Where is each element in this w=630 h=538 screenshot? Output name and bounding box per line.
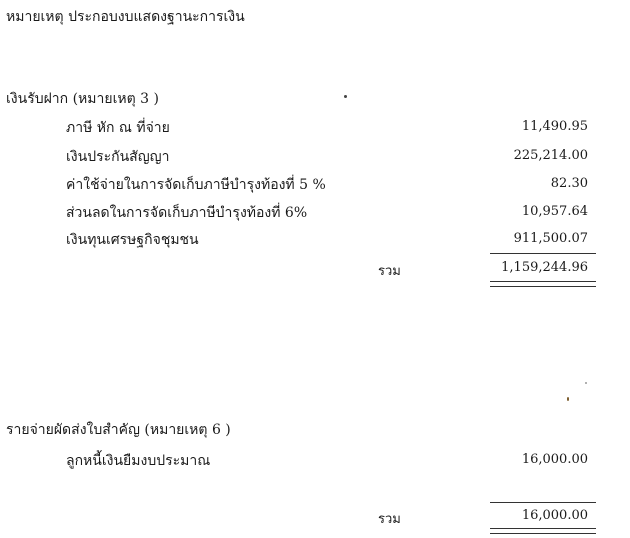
scan-speck bbox=[344, 95, 347, 98]
total-row bbox=[0, 508, 630, 530]
section-title-advances: รายจ่ายผัดส่งใบสำคัญ (หมายเหตุ 6 ) bbox=[6, 422, 231, 438]
row-amount: 11,490.95 bbox=[521, 119, 588, 134]
total-row bbox=[0, 260, 630, 282]
total-double-rule bbox=[490, 281, 596, 287]
subtotal-rule bbox=[490, 253, 596, 254]
total-label: รวม bbox=[378, 512, 401, 527]
table-row bbox=[0, 146, 630, 168]
row-label: ลูกหนี้เงินยืมงบประมาณ bbox=[66, 453, 211, 469]
row-label: เงินทุนเศรษฐกิจชุมชน bbox=[66, 232, 199, 248]
row-amount: 82.30 bbox=[550, 176, 588, 191]
row-label: ส่วนลดในการจัดเก็บภาษีบำรุงท้องที่ 6% bbox=[66, 205, 308, 221]
total-label: รวม bbox=[378, 264, 401, 279]
scan-speck bbox=[567, 397, 569, 401]
subtotal-rule bbox=[490, 502, 596, 503]
table-row bbox=[0, 450, 630, 472]
row-amount: 16,000.00 bbox=[521, 452, 588, 467]
section-title-deposits: เงินรับฝาก (หมายเหตุ 3 ) bbox=[6, 91, 159, 107]
row-label: เงินประกันสัญญา bbox=[66, 149, 170, 165]
total-double-rule bbox=[490, 528, 596, 534]
row-label: ค่าใช้จ่ายในการจัดเก็บภาษีบำรุงท้องที่ 5 % bbox=[66, 177, 326, 193]
total-amount: 1,159,244.96 bbox=[501, 260, 588, 275]
row-amount: 911,500.07 bbox=[513, 231, 588, 246]
row-amount: 10,957.64 bbox=[521, 204, 588, 219]
total-amount: 16,000.00 bbox=[521, 508, 588, 523]
table-row bbox=[0, 174, 630, 196]
table-row bbox=[0, 117, 630, 139]
table-row bbox=[0, 202, 630, 224]
row-amount: 225,214.00 bbox=[513, 148, 588, 163]
scan-speck bbox=[585, 382, 587, 384]
table-row bbox=[0, 229, 630, 251]
row-label: ภาษี หัก ณ ที่จ่าย bbox=[66, 120, 170, 136]
page-header: หมายเหตุ ประกอบงบแสดงฐานะการเงิน bbox=[6, 9, 245, 25]
